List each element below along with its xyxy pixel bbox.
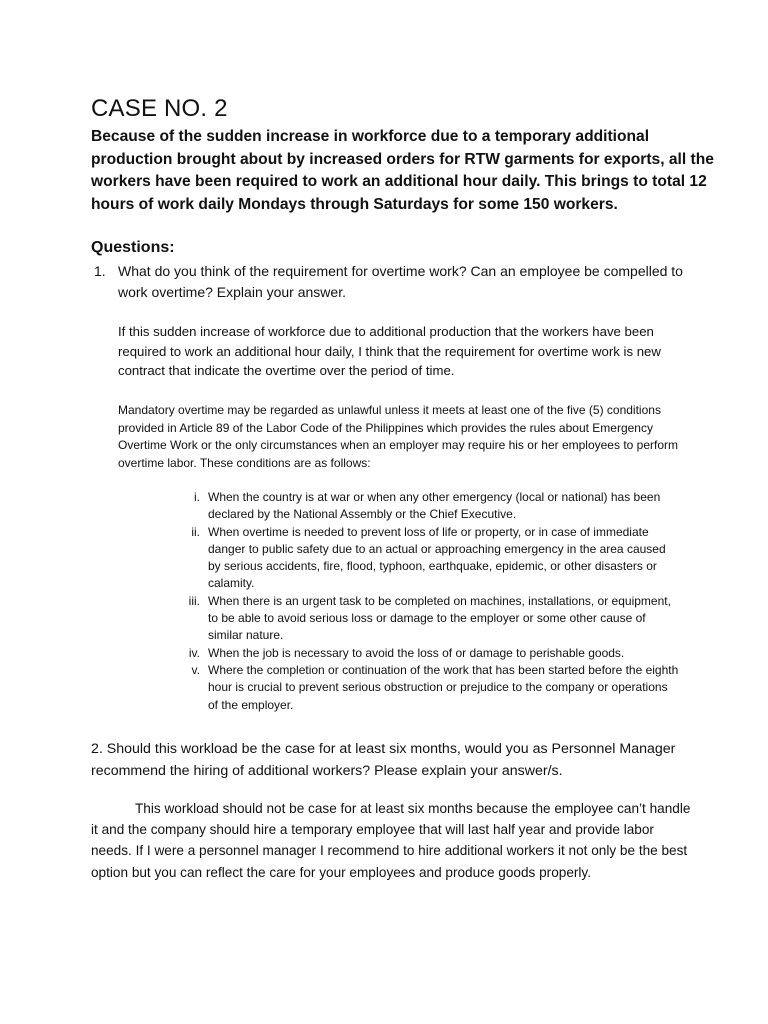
condition-item — [170, 593, 680, 645]
condition-numeral: iv. — [188, 645, 200, 660]
condition-item — [170, 662, 680, 714]
mandatory-overtime-paragraph: Mandatory overtime may be regarded as unlawful unless it meets at least one of the five (5) conditions provided in Article 89 of the Labor Code of the Philippines which provides the rules about Emergency Overtime Work or the only circumstances when an employer may require his or her employees to perform overtime labor. These conditions are as follows: — [118, 403, 678, 470]
question-1 — [91, 261, 691, 302]
condition-item — [170, 524, 680, 593]
case-intro-paragraph: Because of the sudden increase in workforce due to a temporary additional production brought about by increased orders for RTW garments for exports, all the workers have been required to work an additional hour daily. This brings to total 12 hours of work daily Mondays through Saturdays for some 150 workers. — [91, 128, 714, 213]
condition-text: When the job is necessary to avoid the loss of or damage to perishable goods. — [208, 645, 625, 660]
case-title: CASE NO. 2 — [91, 95, 228, 122]
condition-numeral: ii. — [191, 524, 200, 539]
questions-heading: Questions: — [91, 239, 175, 256]
condition-item — [170, 489, 680, 524]
question-1-number: 1. — [94, 263, 106, 279]
condition-text: Where the completion or continuation of the work that has been started before the eighth hour is crucial to prevent serious obstruction or prejudice to the company or operations of the employer. — [208, 662, 679, 712]
condition-text: When the country is at war or when any other emergency (local or national) has been declared by the National Assembly or the Chief Executive. — [208, 490, 661, 522]
condition-text: When there is an urgent task to be completed on machines, installations, or equipment, to be able to avoid serious loss or damage to the employer or some other cause of similar nature. — [208, 593, 671, 643]
question-1-text: What do you think of the requirement for overtime work? Can an employee be compelled to work overtime? Explain your answer. — [118, 263, 683, 300]
condition-item — [170, 645, 680, 662]
conditions-list — [170, 489, 680, 714]
question-2: 2. Should this workload be the case for at least six months, would you as Personnel Manager recommend the hiring of additional workers? Please explain your answer/s. — [91, 741, 676, 779]
condition-numeral: i. — [194, 490, 200, 504]
answer-1-paragraph: If this sudden increase of workforce due to additional production that the workers have been required to work an additional hour daily, I think that the requirement for overtime work is new contract that indicate the overtime over the period of time. — [118, 324, 661, 378]
answer-2-paragraph: This workload should not be case for at least six months because the employee can’t handle it and the company should hire a temporary employee that will last half year and provide labor needs. If I were a personnel manager I recommend to hire additional workers it not only be the best option but you can reflect the care for your employees and produce goods properly. — [91, 801, 691, 880]
condition-numeral: iii. — [188, 593, 200, 608]
condition-numeral: v. — [191, 662, 200, 677]
condition-text: When overtime is needed to prevent loss of life or property, or in case of immediate danger to public safety due to an actual or approaching emergency in the area caused by serious accidents, fire, flood, typhoon, earthquake, epidemic, or other disasters or calamity. — [208, 524, 666, 591]
